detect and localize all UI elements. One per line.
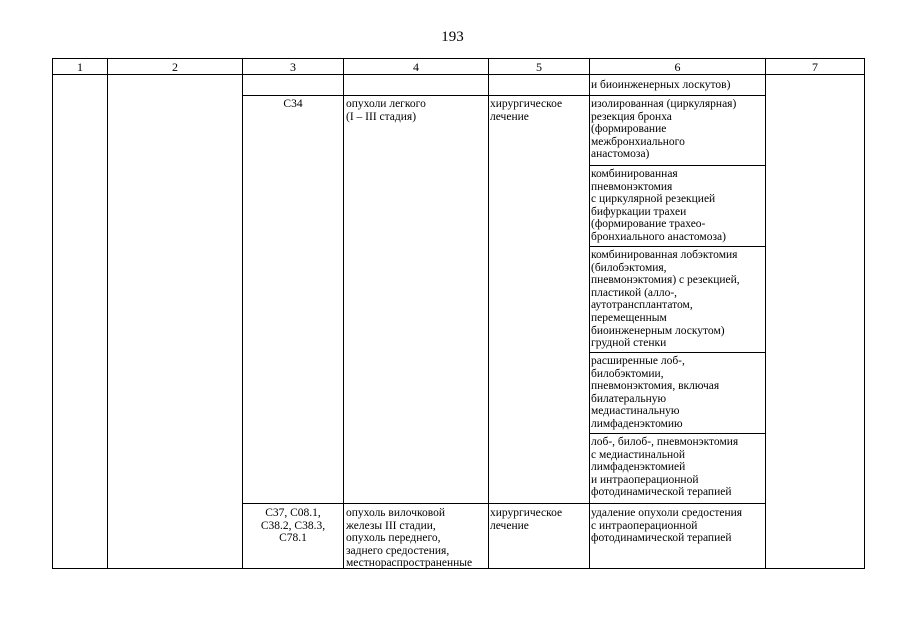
treatment-type-2: хирургическое лечение [490,507,563,532]
method-combined-pneumonectomy: комбинированная пневмонэктомия с циркулярной резекцией бифуркации трахеи (формирование трахео- бронхиального анастомоза) [591,168,726,243]
column-header-5: 5 [536,60,542,74]
diagnosis-lung-tumors: опухоли легкого (I – III стадия) [346,98,426,123]
column-header-4: 4 [413,60,419,74]
method-combined-lobectomy: комбинированная лобэктомия (билобэктомия, пневмонэктомия) с резекцией, пластикой (алло-, аутотрансплантатом, перемещенным биоинженерным лоскутом) грудной стенки [591,249,740,350]
icd-code-c37: C37, C08.1, C38.2, C38.3, C78.1 [260,507,326,545]
column-header-6: 6 [674,60,681,74]
icd-code-c34: C34 [283,98,303,110]
method-photodynamic-lobectomy: лоб-, билоб-, пневмонэктомия с медиастинальной лимфаденэктомией и интраоперационной фотодинамической терапией [591,436,739,499]
column-header-1: 1 [77,60,83,74]
page-number: 193 [441,29,464,45]
column-header-2: 2 [172,60,178,74]
column-header-3: 3 [290,60,296,74]
diagnosis-thymus-tumor: опухоль вилочковой железы III стадии, опухоль переднего, заднего средостения, местнораспространенные [346,507,473,570]
column-header-7: 7 [812,60,818,74]
continuation-text: и биоинженерных лоскутов) [591,79,731,91]
method-mediastinum-removal: удаление опухоли средостения с интраоперационной фотодинамической терапией [591,507,743,545]
method-bronchus-resection: изолированная (циркулярная) резекция бронха (формирование межбронхиального анастомоза) [591,98,737,161]
method-extended-lobectomy: расширенные лоб-, билобэктомии, пневмонэктомия, включая билатеральную медиастинальную лимфаденэктомию [591,355,720,430]
treatment-type: хирургическое лечение [490,98,563,123]
